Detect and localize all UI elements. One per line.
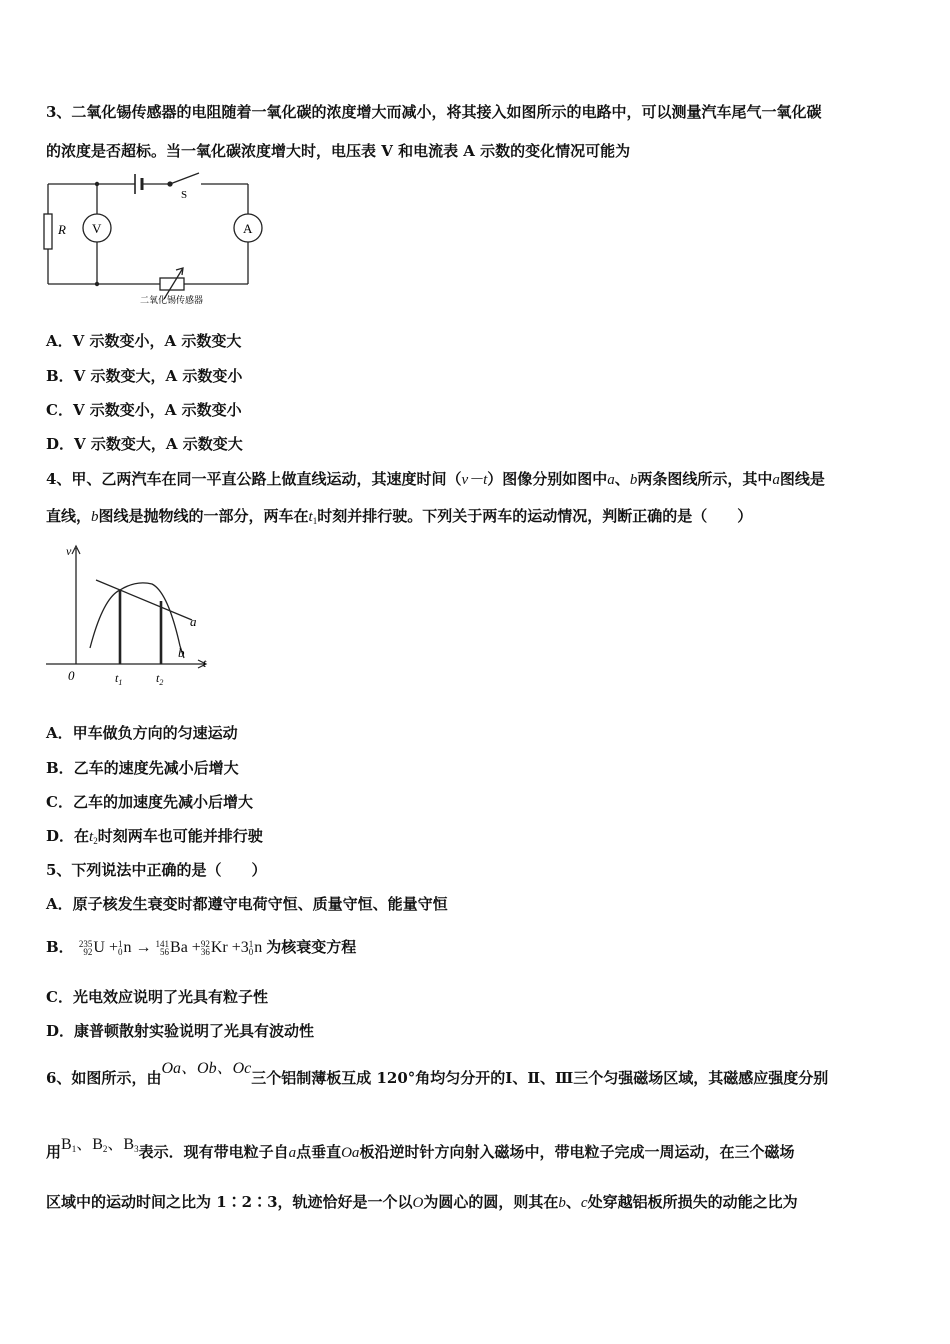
fission-equation: 235 92U +1 0n → 141 56Ba +92 36Kr +31 0n xyxy=(78,939,263,958)
q5-stem: 5、下列说法中正确的是（ ） xyxy=(46,861,267,879)
ammeter-label: A xyxy=(243,221,253,236)
q3-option-a: A．V 示数变小，A 示数变大 xyxy=(46,332,242,350)
q3-option-c: C．V 示数变小，A 示数变小 xyxy=(46,401,242,419)
junction-dot-top xyxy=(95,182,99,186)
curve-b-label: b xyxy=(178,645,185,660)
switch-label: S xyxy=(181,189,188,201)
q5-option-d: D．康普顿散射实验说明了光具有波动性 xyxy=(46,1022,315,1040)
q4-option-b: B．乙车的速度先减小后增大 xyxy=(46,759,239,777)
sensor-label: 二氧化锡传感器 xyxy=(140,295,204,305)
q3-option-b: B．V 示数变大，A 示数变小 xyxy=(46,367,243,385)
q6-stem-line1: 6、如图所示，由Oa、Ob、Oc三个铝制薄板互成 120°角均匀分开的Ⅰ、Ⅱ、Ⅲ三个匀强磁场区域，其磁感应强度分别 xyxy=(46,1060,829,1087)
voltmeter-label: V xyxy=(92,221,102,236)
t2-label: $t_2$ xyxy=(156,671,164,687)
q5-option-c: C．光电效应说明了光具有粒子性 xyxy=(46,988,268,1006)
q4-stem-line1: 4、甲、乙两汽车在同一平直公路上做直线运动，其速度时间（v－t）图像分别如图中a、b两条图线所示，其中a图线是 xyxy=(46,470,825,488)
q4-vt-graph xyxy=(40,538,220,693)
q5-option-b: B． 235 92U +1 0n → 141 56Ba +92 36Kr +31 0n 为核衰变方程 xyxy=(46,938,357,958)
q4-option-d: D．在$t_2$时刻两车也可能并排行驶 xyxy=(46,827,263,846)
t-axis-label: t xyxy=(203,656,207,670)
q4-stem-line2: 直线，b图线是抛物线的一部分，两车在$t_1$时刻并排行驶。下列关于两车的运动情况，判断正确的是（ ） xyxy=(46,507,753,526)
resistor-label: R xyxy=(58,222,66,237)
q3-option-d: D．V 示数变大，A 示数变大 xyxy=(46,435,243,453)
junction-dot-bottom xyxy=(95,282,99,286)
q4-option-a: A．甲车做负方向的匀速运动 xyxy=(46,724,238,742)
q5-option-a: A．原子核发生衰变时都遵守电荷守恒、质量守恒、能量守恒 xyxy=(46,895,448,913)
t1-label: $t_1$ xyxy=(115,671,123,687)
origin-label: 0 xyxy=(68,668,75,683)
q3-stem-line1: 3、二氧化锡传感器的电阻随着一氧化碳的浓度增大而减小，将其接入如图所示的电路中，可以测量汽车尾气一氧化碳 xyxy=(46,103,822,121)
q3-stem-line2: 的浓度是否超标。当一氧化碳浓度增大时，电压表 V 和电流表 A 示数的变化情况可能为 xyxy=(46,142,631,160)
q6-stem-line2: 用$B_1$、$B_2$、$B_3$表示．现有带电粒子自a点垂直Oa板沿逆时针方向射入磁场中，带电粒子完成一周运动，在三个磁场 xyxy=(46,1136,795,1161)
q3-circuit-diagram xyxy=(40,165,280,313)
q6-stem-line3: 区域中的运动时间之比为 1∶2∶3，轨迹恰好是一个以O为圆心的圆，则其在b、c处穿越铝板所损失的动能之比为 xyxy=(46,1193,798,1211)
line-a-label: a xyxy=(190,614,197,629)
q4-option-c: C．乙车的加速度先减小后增大 xyxy=(46,793,253,811)
v-axis-label: v xyxy=(66,544,72,558)
